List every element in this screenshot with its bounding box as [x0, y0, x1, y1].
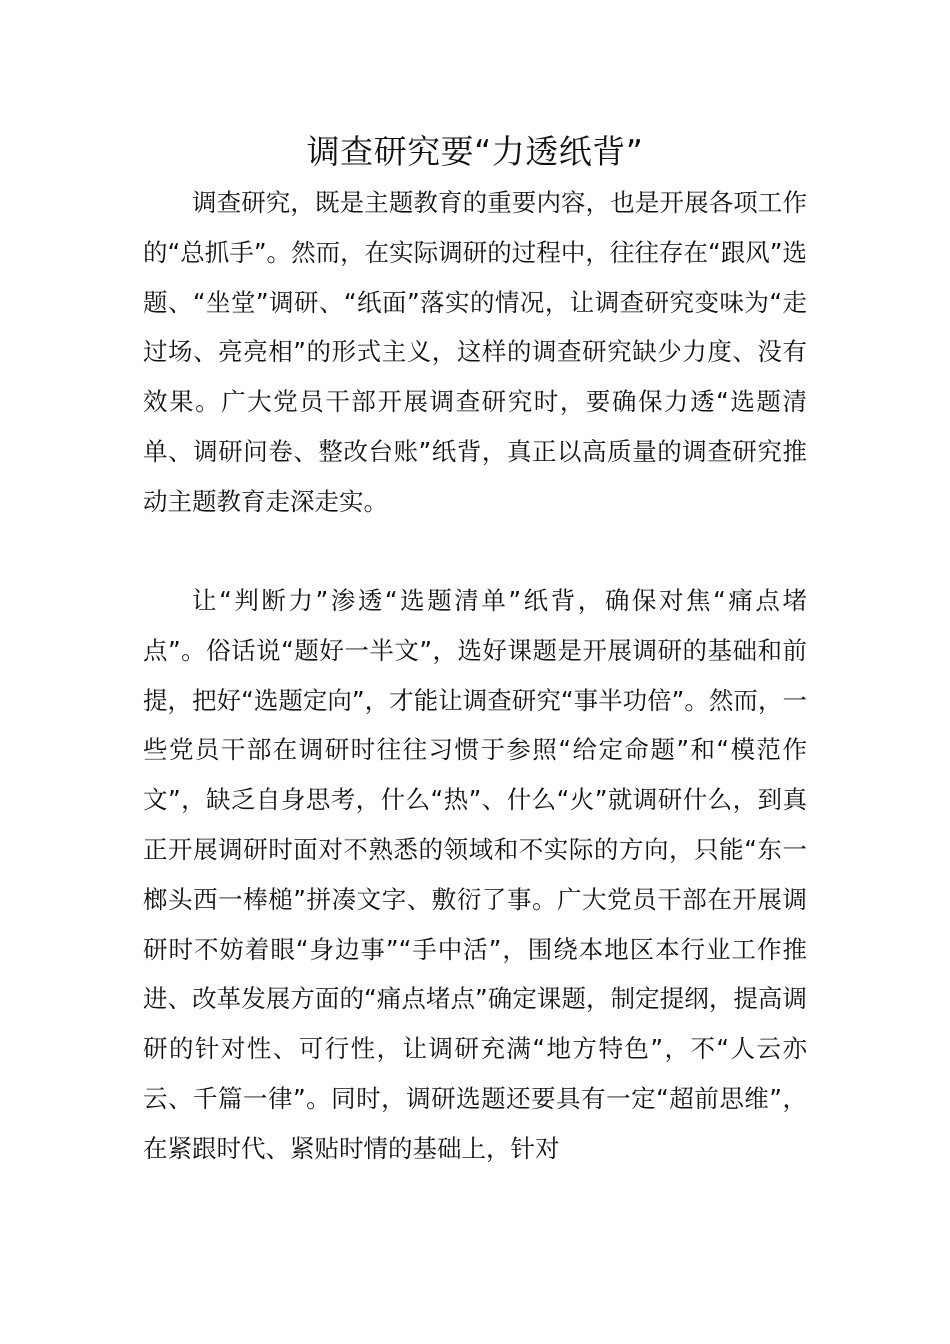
paragraph-intro: 调查研究，既是主题教育的重要内容，也是开展各项工作的“总抓手”。然而，在实际调研的过程中，往往存在“跟风”选题、“坐堂”调研、“纸面”落实的情况，让调查研究变味为“走过场、亮亮相”的形式主义，这样的调查研究缺少力度、没有效果。广大党员干部开展调查研究时，要确保力透“选题清单、调研问卷、整改台账”纸背，真正以高质量的调查研究推动主题教育走深走实。 — [143, 188, 807, 516]
document-title: 调查研究要“力透纸背” — [306, 132, 644, 171]
paragraph-selection: 让“判断力”渗透“选题清单”纸背，确保对焦“痛点堵点”。俗话说“题好一半文”，选好课题是开展调研的基础和前提，把好“选题定向”，才能让调查研究“事半功倍”。然而，一些党员干部在调研时往往习惯于参照“给定命题”和“模范作文”，缺乏自身思考，什么“热”、什么“火”就调研什么，到真正开展调研时面对不熟悉的领域和不实际的方向，只能“东一榔头西一棒槌”拼凑文字、敷衍了事。广大党员干部在开展调研时不妨着眼“身边事”“手中活”，围绕本地区本行业工作推进、改革发展方面的“痛点堵点”确定课题，制定提纲，提高调研的针对性、可行性，让调研充满“地方特色”，不“人云亦云、千篇一律”。同时，调研选题还要具有一定“超前思维”，在紧跟时代、紧贴时情的基础上，针对 — [143, 586, 807, 1163]
